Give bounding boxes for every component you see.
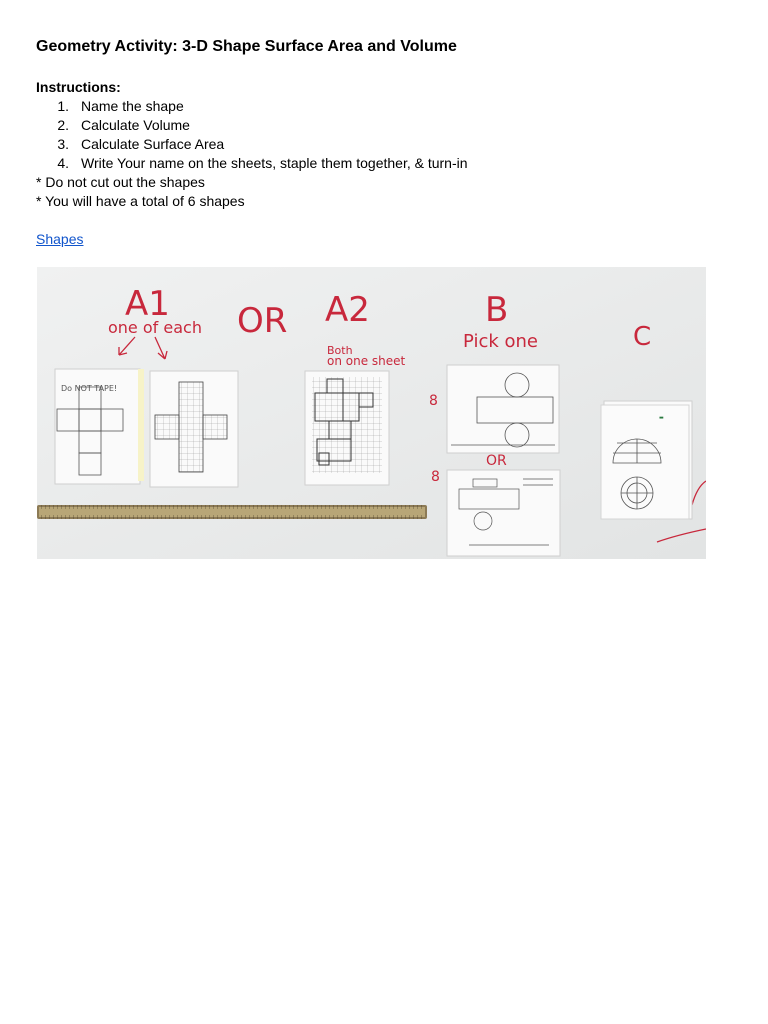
page-title: Geometry Activity: 3-D Shape Surface Area and Volume — [36, 38, 457, 55]
list-item-text: Calculate Surface Area — [81, 136, 225, 152]
label-a2-sub1: Both — [327, 344, 353, 357]
document-body — [36, 36, 736, 249]
instructions-list — [36, 97, 736, 173]
label-or-2: OR — [486, 453, 507, 469]
sheet-b-cylinder-1 — [447, 365, 559, 453]
label-a1: A1 — [125, 284, 170, 324]
meter-stick — [37, 505, 427, 519]
instructions-heading: Instructions: — [36, 79, 121, 95]
list-number: 2. — [57, 117, 69, 133]
sheet-a2-grid — [305, 371, 389, 485]
list-item-text: Name the shape — [81, 98, 184, 114]
mark-b2: 8 — [431, 469, 440, 485]
label-a2: A2 — [325, 290, 370, 330]
sheet-cube-net — [55, 369, 144, 484]
shapes-link[interactable]: Shapes — [36, 231, 84, 247]
list-item — [36, 97, 736, 116]
note-no-cut: * Do not cut out the shapes — [36, 174, 205, 190]
label-b-sub: Pick one — [463, 331, 538, 352]
list-number: 4. — [57, 155, 69, 171]
green-note-mark: ▬ — [659, 415, 664, 421]
sheet-note: Do NOT TAPE! — [61, 384, 118, 393]
sheet-grid-cross-net — [150, 371, 238, 487]
list-item — [36, 116, 736, 135]
list-item-text: Calculate Volume — [81, 117, 190, 133]
list-item-text: Write Your name on the sheets, staple them together, & turn-in — [81, 155, 468, 171]
whiteboard-photo — [37, 267, 706, 559]
list-item — [36, 135, 736, 154]
note-total-shapes: * You will have a total of 6 shapes — [36, 193, 245, 209]
mark-b1: 8 — [429, 393, 438, 409]
sheet-b-cylinder-2 — [447, 470, 560, 556]
list-number: 3. — [57, 136, 69, 152]
label-or-1: OR — [237, 301, 288, 341]
list-number: 1. — [57, 98, 69, 114]
label-c: C — [633, 322, 652, 352]
sheet-c-sphere — [601, 401, 692, 519]
label-b: B — [485, 290, 509, 330]
label-a1-sub: one of each — [108, 318, 202, 337]
list-item — [36, 154, 736, 173]
label-a2-sub2: on one sheet — [327, 354, 406, 368]
